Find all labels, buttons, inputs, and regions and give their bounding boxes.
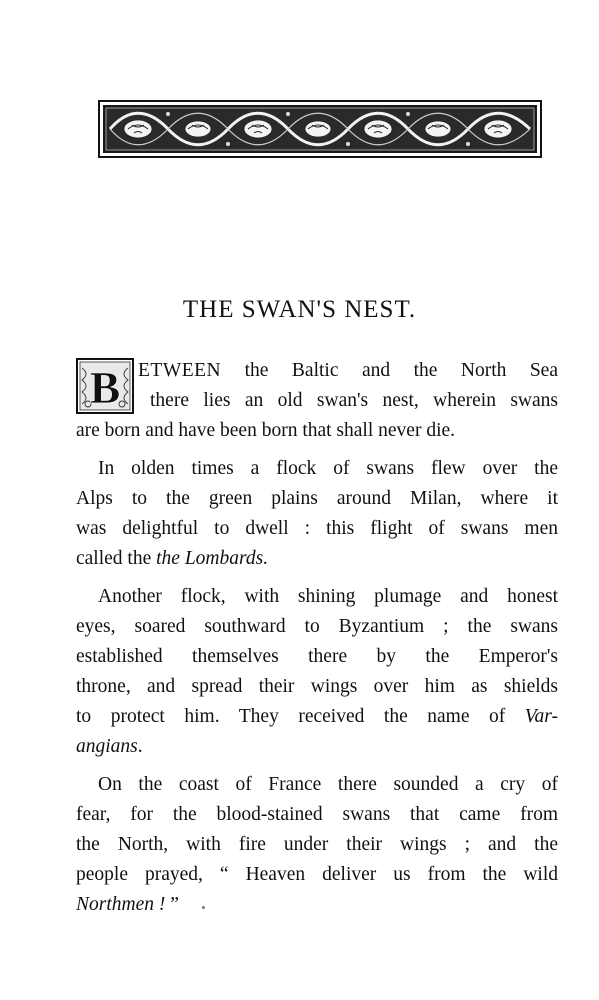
text-line: the North, with fire under their wings ; and the	[76, 834, 558, 855]
text-line	[76, 356, 558, 386]
text-line: there lies an old swan's nest, wherein swans	[150, 390, 558, 411]
paragraph-1	[76, 356, 558, 446]
text-span: called the	[76, 548, 157, 569]
text-span: ”	[165, 894, 179, 915]
chapter-body	[76, 356, 558, 920]
decorative-header-ornament	[98, 100, 542, 158]
drop-cap-initial	[76, 358, 134, 414]
paragraph-3	[76, 582, 558, 762]
text-line: established themselves there by the Emperor's	[76, 646, 558, 667]
italic-text: Var-	[524, 706, 558, 727]
text-line: fear, for the blood-stained swans that came from	[76, 804, 558, 825]
text-line: people prayed, “ Heaven deliver us from the wild	[76, 864, 558, 885]
text-span: ETWEEN	[138, 360, 222, 381]
italic-text: Northmen !	[76, 894, 166, 915]
text-span: to protect him. They received the name of	[76, 706, 525, 727]
text-line: eyes, soared southward to Byzantium ; the swans	[76, 616, 558, 637]
text-line	[76, 544, 558, 574]
text-line	[76, 890, 558, 920]
paper-speck	[202, 906, 205, 909]
text-line: Another flock, with shining plumage and honest	[98, 586, 558, 607]
chapter-title: THE SWAN'S NEST.	[182, 296, 417, 323]
text-line: In olden times a flock of swans flew over the	[98, 458, 558, 479]
text-line: Alps to the green plains around Milan, where it	[76, 488, 558, 509]
paragraph-2	[76, 454, 558, 574]
text-line: are born and have been born that shall never die.	[76, 420, 456, 441]
text-line: was delightful to dwell : this flight of swans men	[76, 518, 558, 539]
italic-text: the Lombards.	[156, 548, 269, 569]
text-line: On the coast of France there sounded a cry of	[98, 774, 558, 795]
text-span: .	[137, 736, 143, 757]
drop-cap-letter: B	[89, 362, 121, 413]
text-span: the Baltic and the North Sea	[221, 360, 558, 381]
text-line	[76, 702, 558, 732]
italic-text: angians	[76, 736, 138, 757]
text-line	[76, 732, 558, 762]
paragraph-4	[76, 770, 558, 920]
text-line: throne, and spread their wings over him as shields	[76, 676, 558, 697]
